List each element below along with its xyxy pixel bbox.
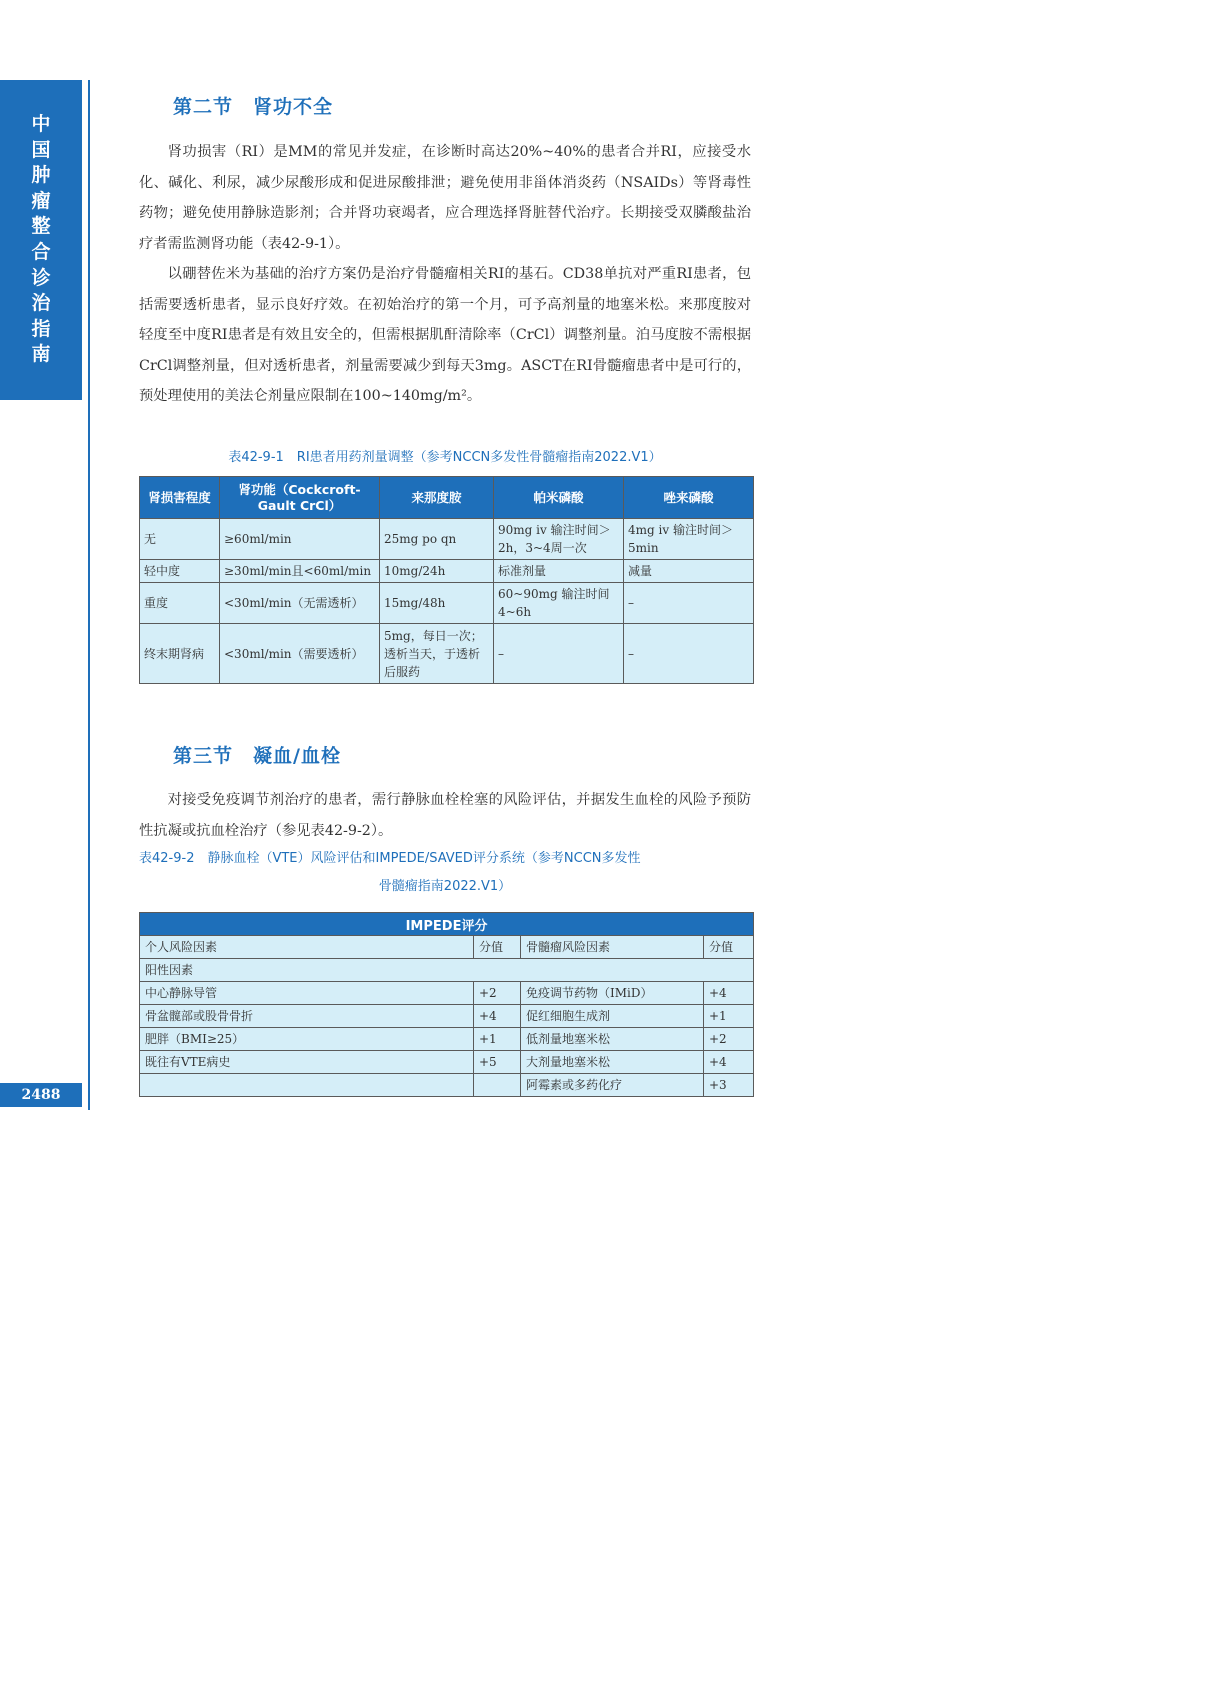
page-number: 2488 <box>0 1083 82 1107</box>
table-caption-42-9-2 <box>139 845 751 901</box>
table-cell: 既往有VTE病史 <box>140 1051 474 1074</box>
table-cell: 中心静脉导管 <box>140 982 474 1005</box>
table-cell: 终末期肾病 <box>140 624 220 684</box>
book-title-char: 诊 <box>31 266 51 289</box>
section-heading-thrombosis: 第三节 凝血/血栓 <box>173 745 341 767</box>
column-header: 肾功能（Cockcroft-Gault CrCl） <box>220 477 380 519</box>
table-cell: ≥60ml/min <box>220 519 380 560</box>
table-title-row <box>140 913 754 936</box>
paragraph-renal-1: 肾功损害（RI）是MM的常见并发症，在诊断时高达20%~40%的患者合并RI，应接受水化、碱化、利尿，减少尿酸形成和促进尿酸排泄；避免使用非甾体消炎药（NSAIDs）等肾毒性药物；避免使用静脉造影剂；合并肾功衰竭者，应合理选择肾脏替代治疗。长期接受双膦酸盐治疗者需监测肾功能（表42-9-1）。 <box>139 144 751 252</box>
table-cell: 肥胖（BMI≥25） <box>140 1028 474 1051</box>
table-cell <box>474 1074 521 1097</box>
column-header: 肾损害程度 <box>140 477 220 519</box>
table-cell: +5 <box>474 1051 521 1074</box>
book-title-char: 肿 <box>31 164 51 187</box>
table-row <box>140 982 754 1005</box>
margin-rule <box>88 80 90 1110</box>
renal-dosing-table <box>139 476 754 684</box>
table-cell: 促红细胞生成剂 <box>521 1005 704 1028</box>
table-cell: 60~90mg 输注时间4~6h <box>494 583 624 624</box>
table-cell: 标准剂量 <box>494 560 624 583</box>
table-row <box>140 1005 754 1028</box>
table-cell: 低剂量地塞米松 <box>521 1028 704 1051</box>
table-cell: 4mg iv 输注时间＞5min <box>624 519 754 560</box>
table-cell: 10mg/24h <box>380 560 494 583</box>
book-title-char: 中 <box>31 113 51 135</box>
column-header: 分值 <box>704 936 754 959</box>
table-row <box>140 519 754 560</box>
column-header: 个人风险因素 <box>140 936 474 959</box>
table-cell: 阿霉素或多药化疗 <box>521 1074 704 1097</box>
table-cell: <30ml/min（需要透析） <box>220 624 380 684</box>
table-header-row <box>140 477 754 519</box>
paragraph-thrombosis-1: 对接受免疫调节剂治疗的患者，需行静脉血栓栓塞的风险评估，并据发生血栓的风险予预防性抗凝或抗血栓治疗（参见表42-9-2）。 <box>139 792 751 839</box>
table-cell: 90mg iv 输注时间＞2h，3~4周一次 <box>494 519 624 560</box>
table-group-row <box>140 959 754 982</box>
table-cell: 25mg po qn <box>380 519 494 560</box>
table-cell: +2 <box>704 1028 754 1051</box>
book-title-char: 国 <box>31 138 51 161</box>
table-cell: – <box>494 624 624 684</box>
table-cell: +4 <box>704 1051 754 1074</box>
book-title-char: 瘤 <box>31 189 51 212</box>
table-cell <box>140 1074 474 1097</box>
table-cell: 15mg/48h <box>380 583 494 624</box>
table-row <box>140 560 754 583</box>
book-title-tab <box>0 80 82 400</box>
column-header: 来那度胺 <box>380 477 494 519</box>
table-cell: +1 <box>704 1005 754 1028</box>
paragraph-renal-2: 以硼替佐米为基础的治疗方案仍是治疗骨髓瘤相关RI的基石。CD38单抗对严重RI患者，包括需要透析患者，显示良好疗效。在初始治疗的第一个月，可予高剂量的地塞米松。来那度胺对轻度至中度RI患者是有效且安全的，但需根据肌酐清除率（CrCl）调整剂量。泊马度胺不需根据CrCl调整剂量，但对透析患者，剂量需要减少到每天3mg。ASCT在RI骨髓瘤患者中是可行的，预处理使用的美法仑剂量应限制在100~140mg/m²。 <box>139 266 751 404</box>
group-label: 阳性因素 <box>140 959 754 982</box>
caption-line-2: 骨髓瘤指南2022.V1） <box>378 879 512 894</box>
table-cell: +1 <box>474 1028 521 1051</box>
column-header: 分值 <box>474 936 521 959</box>
table-cell: ≥30ml/min且<60ml/min <box>220 560 380 583</box>
table-row <box>140 1074 754 1097</box>
table-cell: 大剂量地塞米松 <box>521 1051 704 1074</box>
table-row <box>140 1051 754 1074</box>
column-header: 唑来磷酸 <box>624 477 754 519</box>
caption-line-1: 表42-9-2 静脉血栓（VTE）风险评估和IMPEDE/SAVED评分系统（参考NCCN多发性 <box>139 851 641 866</box>
section-heading-renal: 第二节 肾功不全 <box>173 96 334 118</box>
book-title-char: 合 <box>31 240 51 263</box>
table-cell: 减量 <box>624 560 754 583</box>
table-cell: +4 <box>474 1005 521 1028</box>
table-cell: +4 <box>704 982 754 1005</box>
table-cell: +2 <box>474 982 521 1005</box>
table-title: IMPEDE评分 <box>140 913 754 936</box>
table-row <box>140 624 754 684</box>
table-cell: – <box>624 624 754 684</box>
table-subheader-row <box>140 936 754 959</box>
book-title-char: 治 <box>31 292 51 315</box>
table-cell: 重度 <box>140 583 220 624</box>
book-title-char: 指 <box>31 317 51 340</box>
table-cell: +3 <box>704 1074 754 1097</box>
table-cell: 骨盆髋部或股骨骨折 <box>140 1005 474 1028</box>
column-header: 骨髓瘤风险因素 <box>521 936 704 959</box>
table-cell: 无 <box>140 519 220 560</box>
table-cell: – <box>624 583 754 624</box>
table-cell: <30ml/min（无需透析） <box>220 583 380 624</box>
table-row <box>140 1028 754 1051</box>
table-cell: 轻中度 <box>140 560 220 583</box>
table-caption-42-9-1: 表42-9-1 RI患者用药剂量调整（参考NCCN多发性骨髓瘤指南2022.V1） <box>228 450 662 465</box>
book-title-char: 南 <box>31 343 51 366</box>
book-title-char: 整 <box>31 215 51 238</box>
column-header: 帕米磷酸 <box>494 477 624 519</box>
impede-score-table <box>139 912 754 1097</box>
table-cell: 免疫调节药物（IMiD） <box>521 982 704 1005</box>
table-row <box>140 583 754 624</box>
table-cell: 5mg，每日一次；透析当天，于透析后服药 <box>380 624 494 684</box>
